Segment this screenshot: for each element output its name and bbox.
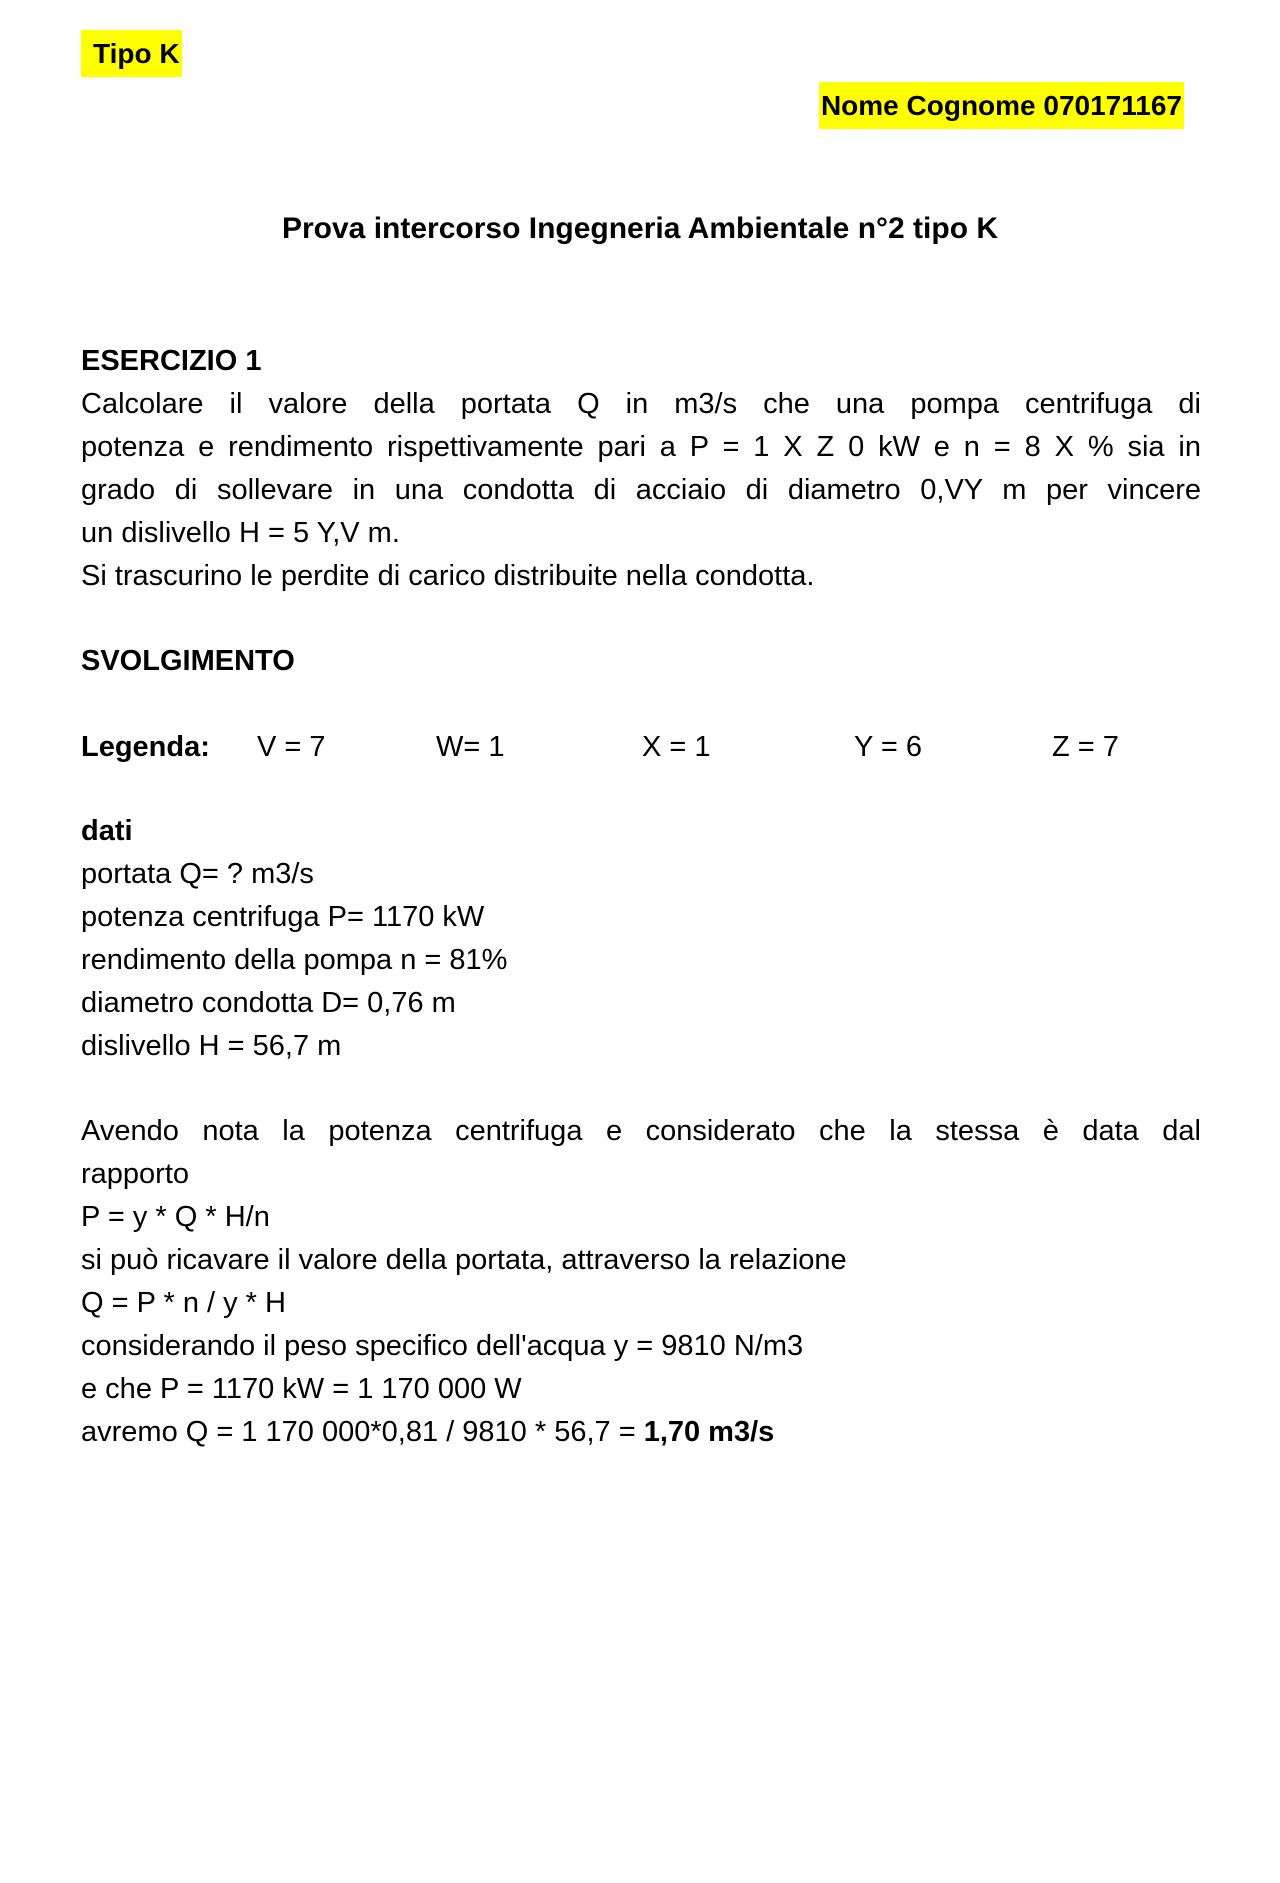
page-title: Prova intercorso Ingegneria Ambientale n°2 tipo K — [281, 212, 999, 245]
dati-item: rendimento della pompa n = 81% — [81, 944, 508, 976]
dati-item: dislivello H = 56,7 m — [81, 1030, 342, 1062]
exercise-line: Calcolare il valore della portata Q in m3/s che una pompa centrifuga di — [81, 388, 1201, 420]
calc-line: si può ricavare il valore della portata, attraverso la relazione — [81, 1244, 847, 1276]
solution-section — [81, 640, 1201, 683]
tipo-label: Tipo K — [81, 30, 182, 77]
legend-y: Y = 6 — [854, 731, 922, 763]
formula-power: P = y * Q * H/n — [81, 1201, 270, 1233]
calculation-section — [81, 1110, 1201, 1454]
exercise-line: Si trascurino le perdite di carico distribuite nella condotta. — [81, 560, 815, 592]
legend-z: Z = 7 — [1052, 731, 1119, 763]
dati-heading: dati — [81, 815, 133, 847]
result-value: 1,70 m3/s — [643, 1416, 775, 1448]
dati-item: portata Q= ? m3/s — [81, 858, 314, 890]
exercise-line: un dislivello H = 5 Y,V m. — [81, 517, 400, 549]
legend-w: W= 1 — [436, 731, 505, 763]
result-expression: avremo Q = 1 170 000*0,81 / 9810 * 56,7 = — [81, 1416, 644, 1448]
exercise-section — [81, 340, 1201, 598]
dati-item: potenza centrifuga P= 1170 kW — [81, 901, 485, 933]
legend-x: X = 1 — [642, 731, 711, 763]
calc-line: e che P = 1170 kW = 1 170 000 W — [81, 1373, 522, 1405]
exercise-line: potenza e rendimento rispettivamente pari a P = 1 X Z 0 kW e n = 8 X % sia in — [81, 431, 1201, 463]
student-name-id: Nome Cognome 070171167 — [819, 82, 1184, 129]
calc-line: considerando il peso specifico dell'acqua y = 9810 N/m3 — [81, 1330, 804, 1362]
exercise-line: grado di sollevare in una condotta di acciaio di diametro 0,VY m per vincere — [81, 474, 1201, 506]
dati-item: diametro condotta D= 0,76 m — [81, 987, 456, 1019]
calc-line: rapporto — [81, 1158, 190, 1190]
exercise-heading: ESERCIZIO 1 — [81, 345, 262, 377]
legend-label: Legenda: — [81, 731, 210, 763]
legend-v: V = 7 — [257, 731, 326, 763]
dati-section — [81, 810, 1201, 1068]
formula-flow: Q = P * n / y * H — [81, 1287, 286, 1319]
solution-heading: SVOLGIMENTO — [81, 645, 295, 677]
calc-line: Avendo nota la potenza centrifuga e considerato che la stessa è data dal — [81, 1115, 1201, 1147]
result-line — [81, 1411, 1201, 1454]
